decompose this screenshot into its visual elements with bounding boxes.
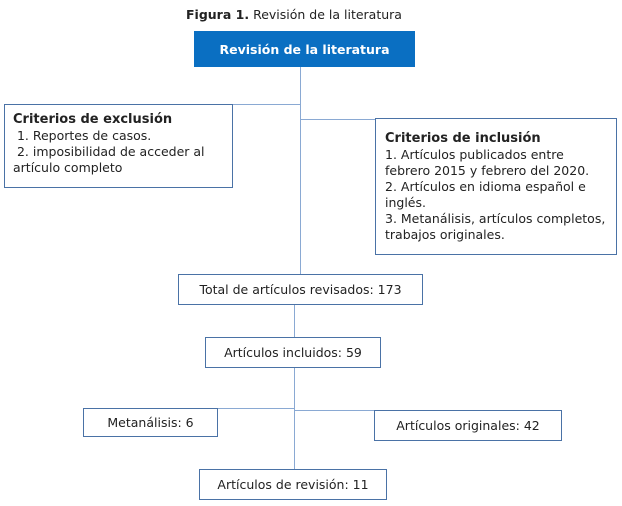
- original-articles-label: Artículos originales: 42: [396, 417, 540, 433]
- figure-caption: [0, 7, 588, 22]
- figure-caption-text: Revisión de la literatura: [253, 7, 402, 22]
- inclusion-item: 3. Metanálisis, artículos completos, trabajos originales.: [385, 211, 606, 242]
- connector-exclusion: [233, 104, 300, 105]
- connector-included-down: [294, 368, 295, 469]
- original-articles-box: [374, 410, 562, 441]
- exclusion-item: 2. imposibilidad de acceder al artículo completo: [13, 144, 209, 175]
- meta-analysis-label: Metanálisis: 6: [107, 414, 194, 430]
- connector-meta: [218, 408, 294, 409]
- connector-total-included: [294, 305, 295, 337]
- connector-original: [294, 410, 374, 411]
- connector-inclusion: [300, 119, 375, 120]
- inclusion-item: 2. Artículos en idioma español e inglés.: [385, 179, 586, 210]
- exclusion-criteria-box: [4, 104, 233, 188]
- exclusion-title: Criterios de exclusión: [13, 112, 173, 127]
- review-articles-label: Artículos de revisión: 11: [217, 476, 369, 492]
- total-reviewed-box: [178, 274, 423, 305]
- total-reviewed-label: Total de artículos revisados: 173: [199, 281, 402, 297]
- inclusion-item: 1. Artículos publicados entre febrero 2015 y febrero del 2020.: [385, 147, 590, 178]
- included-articles-box: [205, 337, 381, 368]
- connector-main-top: [300, 67, 301, 274]
- figure-label: Figura 1.: [186, 7, 250, 22]
- review-articles-box: [199, 469, 387, 500]
- exclusion-item: 1. Reportes de casos.: [13, 128, 152, 143]
- top-node-box: [194, 31, 415, 67]
- inclusion-title: Criterios de inclusión: [385, 131, 541, 146]
- included-articles-label: Artículos incluidos: 59: [224, 344, 362, 360]
- meta-analysis-box: [83, 408, 218, 437]
- top-node-label: Revisión de la literatura: [219, 41, 390, 57]
- inclusion-criteria-box: [375, 118, 617, 255]
